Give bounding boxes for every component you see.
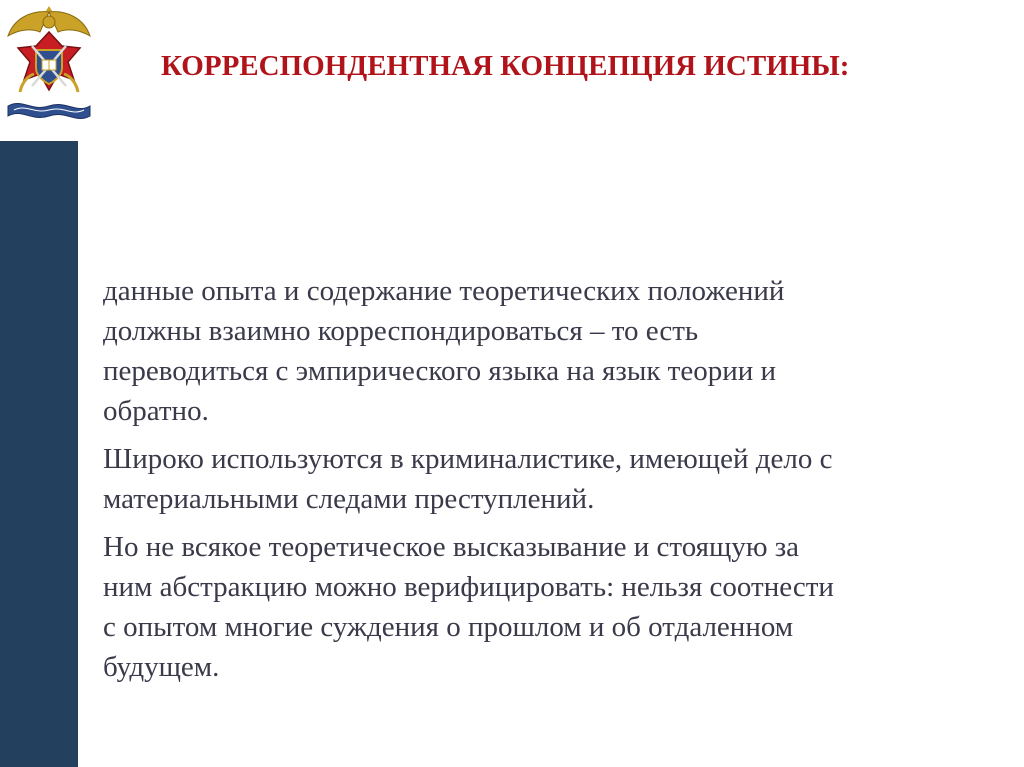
sidebar-decoration: [0, 141, 78, 767]
slide-title: КОРРЕСПОНДЕНТНАЯ КОНЦЕПЦИЯ ИСТИНЫ:: [161, 50, 850, 82]
police-academy-emblem-icon: [2, 2, 96, 130]
paragraph-3: Но не всякое теоретическое высказывание и стоящую за ним абстракцию можно верифицировать: нельзя соотнести с опытом многие суждения о прошлом и об отдаленном будущем.: [103, 531, 834, 683]
paragraph-2: Широко используются в криминалистике, имеющей дело с материальными следами преступлений.: [103, 443, 833, 515]
paragraph-1: данные опыта и содержание теоретических положений должны взаимно корреспондироваться – то есть переводиться с эмпирического языка на язык теории и обратно.: [103, 275, 785, 427]
slide-body: [103, 271, 993, 695]
